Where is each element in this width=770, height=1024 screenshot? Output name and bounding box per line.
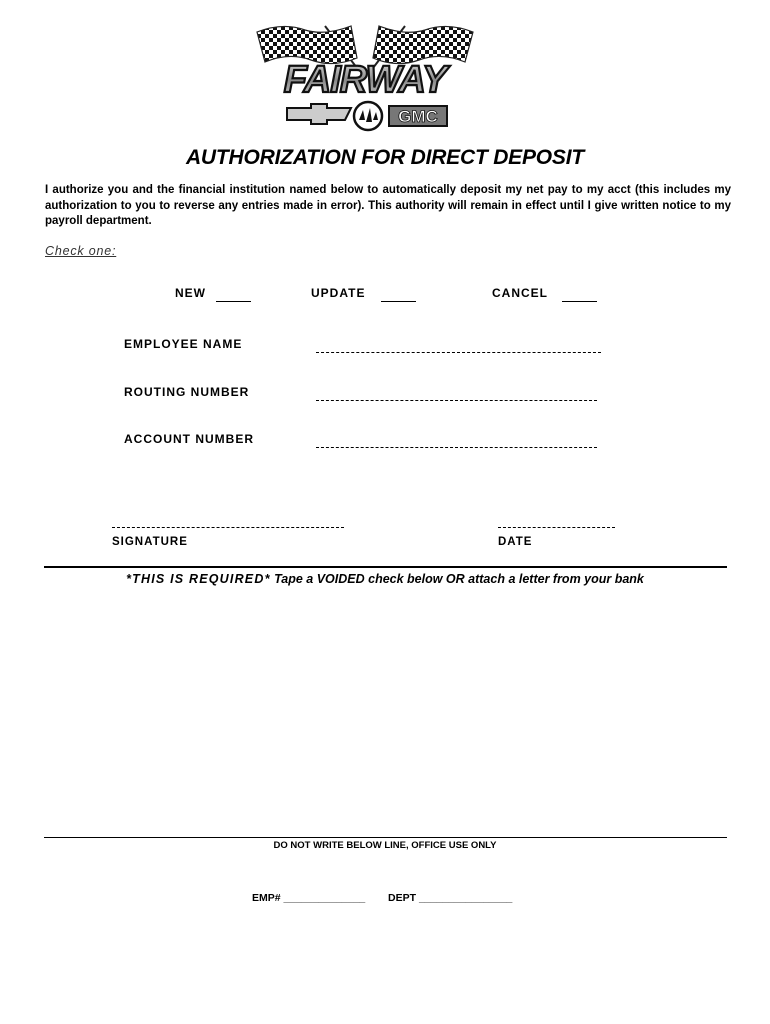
account-number-field[interactable] bbox=[316, 447, 597, 448]
section-divider bbox=[44, 566, 727, 568]
employee-name-label: EMPLOYEE NAME bbox=[124, 337, 243, 351]
buick-emblem-icon bbox=[354, 102, 382, 130]
routing-number-field[interactable] bbox=[316, 400, 597, 401]
dept-field[interactable]: ________________ bbox=[418, 892, 513, 904]
emp-number-label: EMP# bbox=[252, 892, 281, 904]
form-title: AUTHORIZATION FOR DIRECT DEPOSIT bbox=[185, 146, 585, 169]
check-one-label: Check one: bbox=[45, 244, 117, 258]
dept-label: DEPT bbox=[388, 892, 417, 904]
signature-field[interactable] bbox=[112, 527, 344, 528]
date-field[interactable] bbox=[498, 527, 615, 528]
date-label: DATE bbox=[498, 536, 533, 548]
signature-label: SIGNATURE bbox=[112, 536, 188, 548]
voided-check-instruction bbox=[0, 572, 770, 586]
emp-number-row bbox=[252, 892, 365, 904]
employee-name-field[interactable] bbox=[316, 352, 601, 353]
option-cancel-label: CANCEL bbox=[492, 286, 548, 300]
office-use-divider bbox=[44, 837, 727, 838]
svg-text:GMC: GMC bbox=[398, 107, 438, 126]
emp-number-field[interactable]: ______________ bbox=[283, 892, 366, 904]
svg-text:FAIRWAY: FAIRWAY bbox=[283, 59, 447, 101]
dealer-logo bbox=[253, 22, 477, 138]
account-number-label: ACCOUNT NUMBER bbox=[124, 432, 254, 446]
required-flag: *THIS IS REQUIRED* bbox=[126, 572, 271, 586]
option-update-checkbox-line[interactable] bbox=[381, 301, 416, 302]
option-new-label: NEW bbox=[175, 286, 206, 300]
office-use-notice: DO NOT WRITE BELOW LINE, OFFICE USE ONLY bbox=[273, 840, 497, 851]
authorization-statement: I authorize you and the financial institution named below to automatically deposit my net pay to my acct (this includes my authorization to you to reverse any entries made in error). This authority will remain in effect until I give written notice to my payroll department. bbox=[45, 184, 731, 227]
routing-number-label: ROUTING NUMBER bbox=[124, 385, 250, 399]
option-update-label: UPDATE bbox=[311, 286, 366, 300]
dept-row bbox=[388, 892, 512, 904]
option-cancel-checkbox-line[interactable] bbox=[562, 301, 597, 302]
chevrolet-bowtie-icon bbox=[287, 104, 351, 124]
option-new-checkbox-line[interactable] bbox=[216, 301, 251, 302]
required-text: Tape a VOIDED check below OR attach a letter from your bank bbox=[270, 572, 644, 586]
